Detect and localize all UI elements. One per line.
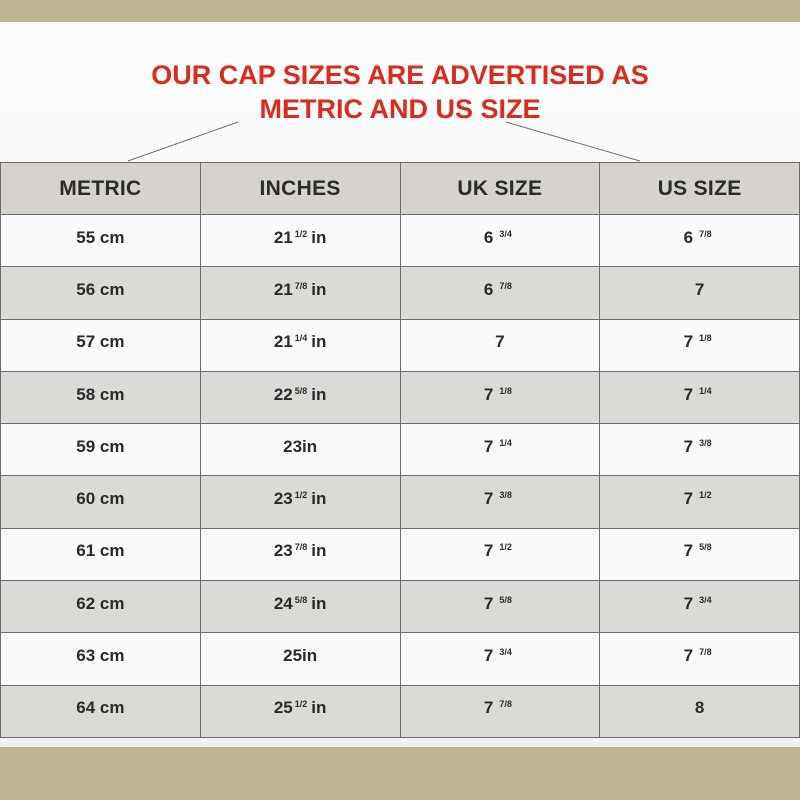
uk-size-fraction: 3/4	[499, 228, 512, 239]
metric-value: 63 cm	[76, 646, 125, 666]
inches-whole: 23	[283, 436, 303, 456]
chart-title	[0, 58, 800, 126]
inches-unit: in	[311, 489, 327, 509]
us-size-cell	[600, 685, 800, 737]
uk-size-whole: 7	[483, 489, 494, 509]
us-size-fraction: 7/8	[699, 647, 712, 658]
uk-size-cell	[400, 685, 600, 737]
inches-unit: in	[311, 593, 327, 613]
uk-size-whole: 7	[495, 332, 505, 352]
uk-size-fraction: 3/4	[499, 647, 512, 658]
inches-unit: in	[302, 436, 318, 456]
us-size-whole: 7	[683, 593, 694, 613]
table-row	[1, 371, 800, 423]
inches-fraction: 5/8	[294, 594, 308, 605]
header-us-size: US SIZE	[600, 163, 800, 215]
table-row	[1, 215, 800, 267]
us-size-fraction: 3/8	[699, 437, 712, 448]
inches-fraction: 1/2	[294, 228, 308, 239]
uk-size-fraction: 7/8	[499, 699, 512, 710]
inches-whole: 25	[283, 646, 303, 666]
uk-size-whole: 7	[483, 646, 494, 666]
table-row	[1, 633, 800, 685]
metric-cell	[1, 685, 201, 737]
table-row	[1, 424, 800, 476]
inches-fraction: 1/4	[294, 333, 308, 344]
us-size-fraction: 1/4	[699, 385, 712, 396]
us-size-fraction: 1/8	[699, 333, 712, 344]
chart-title-line-1: OUR CAP SIZES ARE ADVERTISED AS	[151, 60, 649, 90]
table-row	[1, 581, 800, 633]
metric-cell	[1, 371, 201, 423]
metric-value: 60 cm	[76, 489, 125, 509]
metric-value: 58 cm	[76, 384, 125, 404]
us-size-whole: 7	[683, 384, 694, 404]
inches-unit: in	[311, 541, 327, 561]
leader-line-us	[506, 122, 640, 161]
uk-size-fraction: 3/8	[499, 490, 512, 501]
chart-title-line-2: METRIC AND US SIZE	[259, 94, 541, 124]
us-size-whole: 7	[683, 489, 694, 509]
header-inches: INCHES	[200, 163, 400, 215]
uk-size-fraction: 1/2	[499, 542, 512, 553]
metric-cell	[1, 633, 201, 685]
us-size-cell	[600, 528, 800, 580]
inches-cell	[200, 424, 400, 476]
us-size-whole: 7	[694, 279, 705, 299]
us-size-fraction: 5/8	[699, 542, 712, 553]
uk-size-whole: 7	[483, 384, 494, 404]
metric-cell	[1, 215, 201, 267]
inches-fraction: 7/8	[294, 542, 308, 553]
metric-cell	[1, 267, 201, 319]
size-chart-sheet	[0, 22, 800, 747]
uk-size-cell	[400, 215, 600, 267]
metric-value: 59 cm	[76, 436, 125, 456]
us-size-cell	[600, 319, 800, 371]
inches-fraction: 1/2	[294, 699, 308, 710]
inches-cell	[200, 267, 400, 319]
us-size-cell	[600, 633, 800, 685]
metric-value: 56 cm	[76, 279, 125, 299]
inches-cell	[200, 685, 400, 737]
inches-cell	[200, 371, 400, 423]
uk-size-whole: 6	[483, 279, 494, 299]
inches-cell	[200, 319, 400, 371]
us-size-cell	[600, 476, 800, 528]
table-row	[1, 528, 800, 580]
us-size-cell	[600, 371, 800, 423]
metric-cell	[1, 424, 201, 476]
uk-size-fraction: 5/8	[499, 594, 512, 605]
inches-unit: in	[302, 646, 318, 666]
us-size-whole: 7	[683, 332, 694, 352]
us-size-cell	[600, 267, 800, 319]
header-metric: METRIC	[1, 163, 201, 215]
metric-cell	[1, 528, 201, 580]
inches-whole: 25	[273, 698, 293, 718]
inches-whole: 21	[273, 279, 293, 299]
uk-size-whole: 7	[483, 541, 494, 561]
us-size-whole: 7	[683, 436, 694, 456]
uk-size-whole: 6	[483, 227, 494, 247]
inches-cell	[200, 476, 400, 528]
inches-unit: in	[311, 279, 327, 299]
header-uk-size: UK SIZE	[400, 163, 600, 215]
inches-fraction: 5/8	[294, 385, 308, 396]
uk-size-cell	[400, 581, 600, 633]
metric-value: 62 cm	[76, 593, 125, 613]
us-size-whole: 7	[683, 541, 694, 561]
table-row	[1, 319, 800, 371]
uk-size-cell	[400, 267, 600, 319]
uk-size-whole: 7	[483, 593, 494, 613]
metric-cell	[1, 581, 201, 633]
inches-whole: 21	[273, 332, 293, 352]
uk-size-cell	[400, 633, 600, 685]
inches-cell	[200, 633, 400, 685]
uk-size-cell	[400, 424, 600, 476]
table-row	[1, 267, 800, 319]
table-header-row	[1, 163, 800, 215]
uk-size-fraction: 1/8	[499, 385, 512, 396]
metric-cell	[1, 476, 201, 528]
inches-cell	[200, 528, 400, 580]
metric-value: 61 cm	[76, 541, 125, 561]
uk-size-whole: 7	[483, 436, 494, 456]
metric-value: 57 cm	[76, 332, 125, 352]
us-size-cell	[600, 215, 800, 267]
inches-fraction: 1/2	[294, 490, 308, 501]
us-size-fraction: 3/4	[699, 594, 712, 605]
table-row	[1, 476, 800, 528]
inches-whole: 22	[273, 384, 293, 404]
us-size-cell	[600, 581, 800, 633]
leader-line-metric	[128, 122, 238, 161]
uk-size-cell	[400, 476, 600, 528]
inches-cell	[200, 215, 400, 267]
us-size-whole: 7	[683, 646, 694, 666]
metric-value: 55 cm	[76, 227, 125, 247]
us-size-cell	[600, 424, 800, 476]
inches-fraction: 7/8	[294, 280, 308, 291]
inches-whole: 24	[273, 593, 293, 613]
size-table-body	[1, 215, 800, 738]
us-size-whole: 6	[683, 227, 694, 247]
uk-size-cell	[400, 319, 600, 371]
us-size-fraction: 7/8	[699, 228, 712, 239]
inches-unit: in	[311, 227, 327, 247]
inches-whole: 21	[273, 227, 293, 247]
metric-cell	[1, 319, 201, 371]
inches-unit: in	[311, 698, 327, 718]
inches-whole: 23	[273, 489, 293, 509]
table-row	[1, 685, 800, 737]
inches-unit: in	[311, 332, 327, 352]
inches-whole: 23	[273, 541, 293, 561]
uk-size-whole: 7	[483, 698, 494, 718]
uk-size-cell	[400, 371, 600, 423]
uk-size-cell	[400, 528, 600, 580]
uk-size-fraction: 7/8	[499, 280, 512, 291]
us-size-whole: 8	[694, 698, 705, 718]
us-size-fraction: 1/2	[699, 490, 712, 501]
metric-value: 64 cm	[76, 698, 125, 718]
inches-cell	[200, 581, 400, 633]
uk-size-fraction: 1/4	[499, 437, 512, 448]
size-table	[0, 162, 800, 738]
inches-unit: in	[311, 384, 327, 404]
